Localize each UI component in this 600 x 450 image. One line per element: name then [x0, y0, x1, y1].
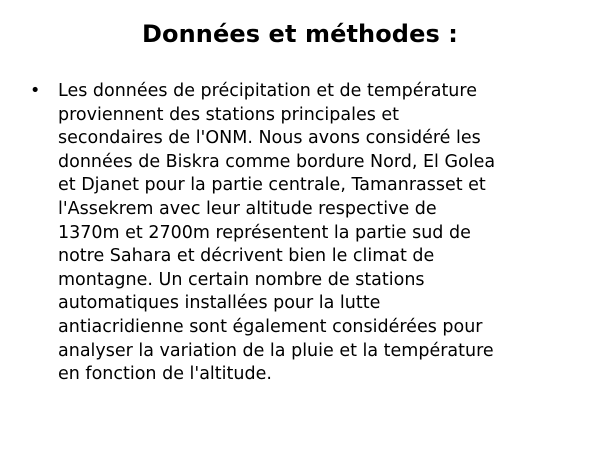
paragraph-line: données de Biskra comme bordure Nord, El Golea — [58, 151, 496, 172]
paragraph-line: antiacridienne sont également considérées pour — [58, 316, 483, 337]
paragraph-line: analyser la variation de la pluie et la température — [58, 340, 494, 361]
paragraph-line: 1370m et 2700m représentent la partie sud de — [58, 222, 471, 243]
paragraph-line: secondaires de l'ONM. Nous avons considéré les — [58, 128, 481, 149]
paragraph-line: l'Assekrem avec leur altitude respective de — [58, 198, 437, 219]
paragraph-line: Les données de précipitation et de température — [58, 81, 477, 101]
paragraph-line: proviennent des stations principales et — [58, 104, 400, 125]
bullet-list — [30, 80, 590, 387]
paragraph-line: notre Sahara et décrivent bien le climat de — [58, 246, 435, 267]
paragraph-line: en fonction de l'altitude. — [58, 364, 272, 385]
bullet-paragraph — [58, 80, 590, 387]
bullet-point-icon: • — [30, 81, 41, 101]
paragraph-line: et Djanet pour la partie centrale, Tamanrasset et — [58, 175, 486, 196]
paragraph-line: automatiques installées pour la lutte — [58, 293, 381, 314]
bullet-item — [30, 80, 590, 387]
slide-title: Données et méthodes : — [141, 20, 458, 48]
paragraph-line: montagne. Un certain nombre de stations — [58, 269, 425, 290]
